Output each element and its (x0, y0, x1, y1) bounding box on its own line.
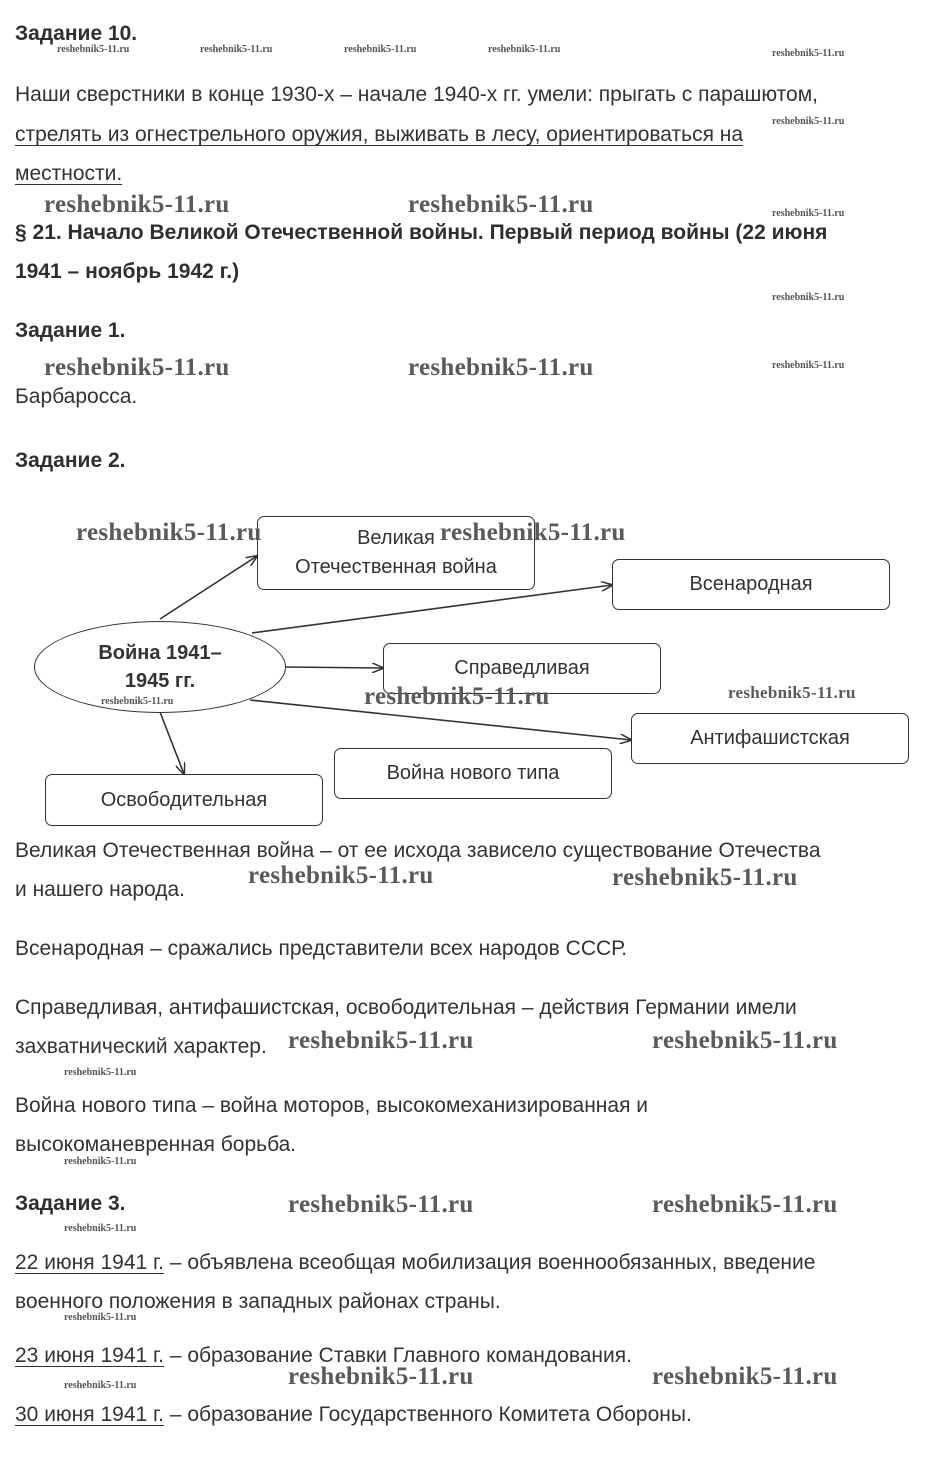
arrow-to-national (252, 585, 612, 633)
watermark: reshebnik5-11.ru (200, 44, 273, 55)
task10-heading: Задание 10. (15, 22, 138, 45)
watermark: reshebnik5-11.ru (44, 354, 230, 381)
watermark: reshebnik5-11.ru (772, 292, 845, 303)
watermark: reshebnik5-11.ru (772, 360, 845, 371)
watermark: reshebnik5-11.ru (408, 191, 594, 218)
section-title-line1: § 21. Начало Великой Отечественной войны. Первый период войны (22 июня (15, 221, 828, 244)
watermark: reshebnik5-11.ru (488, 44, 561, 55)
task2-p4-line1: Война нового типа – война моторов, высокомеханизированная и (15, 1094, 649, 1117)
watermark: reshebnik5-11.ru (772, 208, 845, 219)
center-node-line2: 1945 гг. (124, 670, 196, 692)
watermark: reshebnik5-11.ru (440, 519, 626, 546)
watermark: reshebnik5-11.ru (44, 191, 230, 218)
task3-event3 (15, 1403, 692, 1427)
task2-p1-line2: и нашего народа. (15, 878, 186, 901)
watermark: reshebnik5-11.ru (408, 354, 594, 381)
task3-event1-line2: военного положения в западных районах страны. (15, 1290, 501, 1313)
event1-date: 22 июня 1941 г. (15, 1251, 164, 1274)
task2-p3-line2: захватнический характер. (15, 1035, 267, 1058)
arrow-to-just (284, 667, 383, 668)
watermark: reshebnik5-11.ru (64, 1223, 137, 1234)
watermark: reshebnik5-11.ru (64, 1380, 137, 1391)
node-just: Справедливая (383, 643, 661, 694)
arrow-to-great (160, 556, 257, 619)
watermark: reshebnik5-11.ru (64, 1067, 137, 1078)
watermark: reshebnik5-11.ru (728, 683, 856, 702)
event2-text: – образование Ставки Главного командования. (163, 1344, 632, 1367)
task2-p3-line1: Справедливая, антифашистская, освободительная – действия Германии имели (15, 996, 797, 1019)
watermark: reshebnik5-11.ru (772, 116, 845, 127)
event1-text: – объявлена всеобщая мобилизация военнообязанных, введение (163, 1251, 816, 1274)
task10-line1: Наши сверстники в конце 1930-х – начале 1940-х гг. умели: прыгать с парашютом, (15, 83, 818, 106)
node-great-line1: Великая (357, 527, 435, 549)
watermark: reshebnik5-11.ru (772, 48, 845, 59)
task10-line3: местности. (15, 162, 123, 185)
event3-date: 30 июня 1941 г. (15, 1403, 164, 1426)
task3-heading: Задание 3. (15, 1192, 126, 1215)
watermark: reshebnik5-11.ru (57, 44, 130, 55)
event3-text: – образование Государственного Комитета Обороны. (163, 1403, 692, 1426)
task3-event1-line1 (15, 1251, 815, 1275)
watermark: reshebnik5-11.ru (64, 1312, 137, 1323)
center-node-line1: Война 1941– (98, 642, 222, 664)
watermark: reshebnik5-11.ru (652, 1027, 838, 1054)
watermark: reshebnik5-11.ru (364, 683, 550, 710)
watermark: reshebnik5-11.ru (64, 1156, 137, 1167)
watermark: reshebnik5-11.ru (344, 44, 417, 55)
watermark: reshebnik5-11.ru (652, 1191, 838, 1218)
node-great-line2: Отечественная война (295, 556, 497, 578)
watermark: reshebnik5-11.ru (652, 1363, 838, 1390)
watermark: reshebnik5-11.ru (248, 862, 434, 889)
task2-p1-line1: Великая Отечественная война – от ее исхода зависело существование Отечества (15, 839, 821, 862)
watermark: reshebnik5-11.ru (288, 1363, 474, 1390)
task2-p2: Всенародная – сражались представители всех народов СССР. (15, 937, 628, 960)
watermark: reshebnik5-11.ru (76, 519, 262, 546)
node-new-type-war: Война нового типа (334, 748, 612, 799)
node-liberation: Освободительная (45, 774, 323, 826)
arrow-to-liberation (160, 712, 184, 774)
section-title-line2: 1941 – ноябрь 1942 г.) (15, 260, 240, 283)
watermark: reshebnik5-11.ru (288, 1027, 474, 1054)
node-antifascist: Антифашистская (631, 713, 909, 764)
task1-answer: Барбаросса. (15, 385, 138, 408)
task10-line2: стрелять из огнестрельного оружия, выживать в лесу, ориентироваться на (15, 123, 744, 146)
watermark: reshebnik5-11.ru (101, 696, 174, 707)
node-national: Всенародная (612, 559, 890, 610)
task2-heading: Задание 2. (15, 449, 126, 472)
task1-heading: Задание 1. (15, 319, 126, 342)
event2-date: 23 июня 1941 г. (15, 1344, 164, 1367)
task2-p4-line2: высокоманевренная борьба. (15, 1133, 297, 1156)
watermark: reshebnik5-11.ru (612, 864, 798, 891)
watermark: reshebnik5-11.ru (288, 1191, 474, 1218)
